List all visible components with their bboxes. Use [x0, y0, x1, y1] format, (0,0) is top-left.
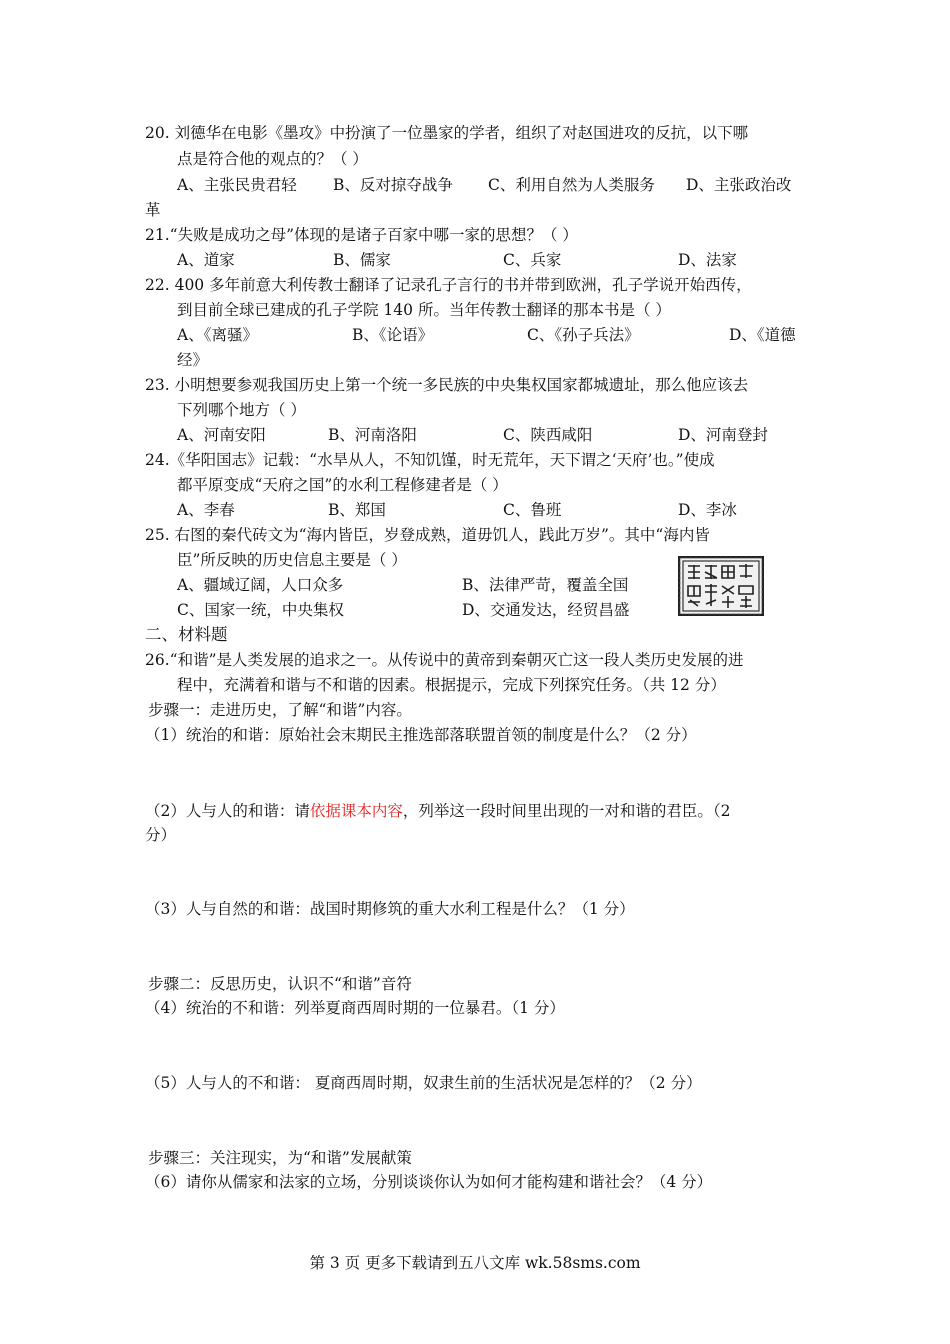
q22-option-a: A、《离骚》 — [177, 326, 258, 344]
q21-stem: 21.“失败是成功之母”体现的是诸子百家中哪一家的思想？（ ） — [145, 226, 578, 244]
q25-option-b: B、法律严苛，覆盖全国 — [462, 576, 629, 594]
qin-brick-inscription-image — [678, 556, 764, 616]
sub-question-2 — [145, 800, 731, 822]
q23-option-c: C、陕西咸阳 — [503, 426, 593, 444]
q21-option-b: B、儒家 — [333, 251, 391, 269]
q22-option-d-wrap: 经》 — [177, 351, 209, 369]
page-footer: 第 3 页 更多下载请到五八文库 wk.58sms.com — [309, 1254, 641, 1272]
q23-stem-line1: 23. 小明想要参观我国历史上第一个统一多民族的中央集权国家都城遗址，那么他应该去 — [145, 376, 749, 394]
q21-option-a: A、道家 — [177, 251, 235, 269]
q20-option-d-wrap: 革 — [145, 201, 161, 219]
q22-stem-line1: 22. 400 多年前意大利传教士翻译了记录孔子言行的书并带到欧洲，孔子学说开始西传， — [145, 276, 752, 294]
q24-stem-line1: 24.《华阳国志》记载：“水旱从人，不知饥馑，时无荒年，天下谓之‘天府’也。”使成 — [145, 451, 715, 469]
step-three-heading: 步骤三：关注现实，为“和谐”发展献策 — [148, 1149, 412, 1167]
q21-option-d: D、法家 — [678, 251, 737, 269]
sub-question-1: （1）统治的和谐：原始社会末期民主推选部落联盟首领的制度是什么？（2 分） — [145, 726, 697, 744]
q22-option-c: C、《孙子兵法》 — [527, 326, 640, 344]
sub-question-3: （3）人与自然的和谐：战国时期修筑的重大水利工程是什么？（1 分） — [145, 900, 635, 918]
q23-stem-line2: 下列哪个地方（ ） — [177, 401, 306, 419]
q25-option-d: D、交通发达，经贸昌盛 — [462, 601, 630, 619]
q24-option-d: D、李冰 — [678, 501, 737, 519]
q20-stem-line2: 点是符合他的观点的？（ ） — [177, 150, 368, 168]
section-heading: 二、材料题 — [145, 625, 228, 644]
q24-option-c: C、鲁班 — [503, 501, 562, 519]
step-one-heading: 步骤一：走进历史，了解“和谐”内容。 — [148, 701, 412, 719]
q25-stem-line1: 25. 右图的秦代砖文为“海内皆臣，岁登成熟，道毋饥人，践此万岁”。其中“海内皆 — [145, 526, 710, 544]
q22-option-d: D、《道德 — [729, 326, 796, 344]
q22-stem-line2: 到目前全球已建成的孔子学院 140 所。当年传教士翻译的那本书是（ ） — [177, 301, 671, 319]
q26-stem-line1: 26.“和谐”是人类发展的追求之一。从传说中的黄帝到秦朝灭亡这一段人类历史发展的进 — [145, 651, 744, 669]
q20-option-c: C、利用自然为人类服务 — [488, 176, 655, 194]
q22-option-b: B、《论语》 — [352, 326, 434, 344]
q23-option-a: A、河南安阳 — [177, 426, 266, 444]
sub-question-2-text-b: ，列举这一段时间里出现的一对和谐的君臣。（2 — [402, 802, 731, 820]
q24-stem-line2: 都平原变成“天府之国”的水利工程修建者是（ ） — [177, 476, 508, 494]
sub-question-5: （5）人与人的不和谐： 夏商西周时期，奴隶生前的生活状况是怎样的？（2 分） — [145, 1074, 702, 1092]
sub-question-6: （6）请你从儒家和法家的立场，分别谈谈你认为如何才能构建和谐社会？（4 分） — [145, 1173, 713, 1191]
sub-question-4: （4）统治的不和谐：列举夏商西周时期的一位暴君。（1 分） — [145, 999, 565, 1017]
q23-option-d: D、河南登封 — [678, 426, 768, 444]
q24-option-b: B、郑国 — [328, 501, 386, 519]
q23-option-b: B、河南洛阳 — [328, 426, 417, 444]
q26-stem-line2: 程中，充满着和谐与不和谐的因素。根据提示，完成下列探究任务。（共 12 分） — [177, 676, 726, 694]
q20-option-d: D、主张政治改 — [686, 176, 792, 194]
q21-option-c: C、兵家 — [503, 251, 562, 269]
q25-stem-line2: 臣”所反映的历史信息主要是（ ） — [177, 551, 407, 569]
sub-question-2-wrap: 分） — [145, 826, 177, 844]
q20-option-b: B、反对掠夺战争 — [333, 176, 453, 194]
step-two-heading: 步骤二：反思历史，认识不“和谐”音符 — [148, 975, 412, 993]
q25-option-a: A、疆域辽阔，人口众多 — [177, 576, 344, 594]
q20-option-a: A、主张民贵君轻 — [177, 176, 297, 194]
q24-option-a: A、李春 — [177, 501, 235, 519]
q20-stem-line1: 20. 刘德华在电影《墨攻》中扮演了一位墨家的学者，组织了对赵国进攻的反抗，以下哪 — [145, 124, 749, 142]
sub-question-2-highlight: 依据课本内容 — [309, 802, 403, 820]
sub-question-2-text-a: （2）人与人的和谐：请 — [145, 802, 310, 820]
q25-option-c: C、国家一统，中央集权 — [177, 601, 344, 619]
